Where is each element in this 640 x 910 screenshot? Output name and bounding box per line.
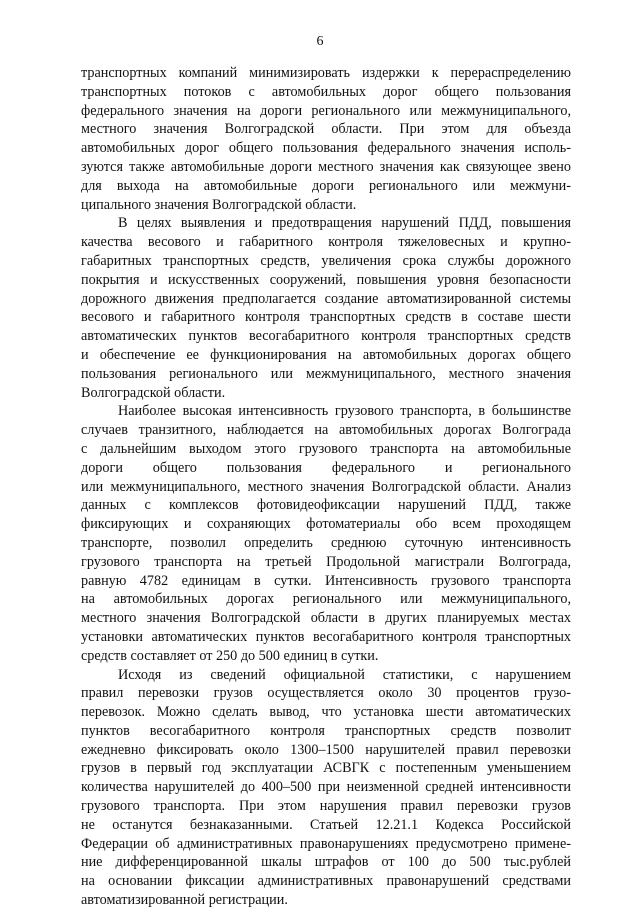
paragraph-line: средств составляет от 250 до 500 единиц в сутки. bbox=[81, 647, 379, 664]
paragraph-line: на автомобильных дорогах регионального или межмуниципального, bbox=[81, 591, 571, 608]
paragraph-line: случаев транзитного, наблюдается на автомобильных дорогах Волгограда bbox=[81, 422, 571, 439]
paragraph-line: данных с комплексов фотовидеофиксации нарушений ПДД, также bbox=[81, 497, 571, 514]
paragraph-line: транспортных компаний минимизировать издержки к перераспределению bbox=[81, 65, 571, 81]
paragraph-line: на основании фиксации административных правонарушений средствами bbox=[81, 873, 571, 890]
paragraph-line: не останутся безнаказанными. Статьей 12.21.1 Кодекса Российской bbox=[81, 816, 571, 833]
paragraph-line: ежедневно фиксировать около 1300–1500 нарушителей правил перевозки bbox=[81, 741, 571, 758]
paragraph-line: Волгоградской области. bbox=[81, 384, 226, 401]
paragraph-line: весового и габаритного контроля транспортных средств в составе шести bbox=[81, 309, 571, 326]
paragraph-line: покрытия и искусственных сооружений, повышения уровня безопасности bbox=[81, 271, 571, 288]
document-body bbox=[81, 64, 571, 910]
paragraph-line: транспортных потоков с автомобильных дорог общего пользования bbox=[81, 83, 571, 100]
paragraph-line: транспорте, позволил определить среднюю суточную интенсивность bbox=[81, 534, 571, 551]
paragraph-line: пунктов весогабаритного контроля транспортных средств позволит bbox=[81, 722, 571, 739]
paragraph-line: для выхода на автомобильные дороги регионального или межмуни- bbox=[81, 177, 571, 194]
paragraph-line: дорожного движения предполагается создание автоматизированной системы bbox=[81, 290, 571, 307]
paragraph-line: Федерации об административных правонарушениях предусмотрено примене- bbox=[81, 835, 571, 852]
paragraph-line: равную 4782 единицам в сутки. Интенсивность грузового транспорта bbox=[81, 572, 571, 589]
paragraph-line: Наиболее высокая интенсивность грузового транспорта, в большинстве bbox=[118, 403, 571, 420]
paragraph-line: грузов в первый год эксплуатации АСВГК с постепенным уменьшением bbox=[81, 760, 571, 777]
paragraph bbox=[81, 402, 571, 665]
paragraph-line: количества нарушителей до 400–500 при неизменной средней интенсивности bbox=[81, 779, 571, 796]
paragraph-line: качества весового и габаритного контроля тяжеловесных и крупно- bbox=[81, 234, 571, 251]
paragraph-line: ние дифференцированной шкалы штрафов от 100 до 500 тыс.рублей bbox=[81, 854, 571, 871]
paragraph-line: федерального значения на дороги регионального или межмуниципального, bbox=[81, 102, 571, 119]
paragraph-line: установки автоматических пунктов весогабаритного контроля транспортных bbox=[81, 628, 571, 645]
paragraph bbox=[81, 666, 571, 910]
paragraph-line: или межмуниципального, местного значения Волгоградской области. Анализ bbox=[81, 478, 571, 495]
paragraph-line: автоматизированной регистрации. bbox=[81, 892, 288, 909]
paragraph-line: пользования регионального или межмуниципального, местного значения bbox=[81, 365, 571, 382]
paragraph-line: с дальнейшим выходом этого грузового транспорта на автомобильные bbox=[81, 440, 571, 457]
paragraph-line: габаритных транспортных средств, увеличения срока службы дорожного bbox=[81, 252, 571, 269]
paragraph-line: и обеспечение ее функционирования на автомобильных дорогах общего bbox=[81, 346, 571, 363]
paragraph bbox=[81, 64, 571, 214]
paragraph-line: местного значения Волгоградской области в других планируемых местах bbox=[81, 610, 571, 627]
paragraph-line: перевозок. Можно сделать вывод, что установка шести автоматических bbox=[81, 704, 571, 721]
paragraph-line: В целях выявления и предотвращения нарушений ПДД, повышения bbox=[118, 215, 571, 232]
paragraph-line: дороги общего пользования федерального и регионального bbox=[81, 459, 571, 476]
paragraph-line: ципального значения Волгоградской области. bbox=[81, 196, 357, 213]
paragraph-line: зуются также автомобильные дороги местного значения как связующее звено bbox=[81, 158, 571, 175]
paragraph-line: правил перевозки грузов осуществляется около 30 процентов грузо- bbox=[81, 685, 571, 702]
paragraph-line: местного значения Волгоградской области. При этом для объезда bbox=[81, 121, 571, 138]
paragraph-line: автоматических пунктов весогабаритного контроля транспортных средств bbox=[81, 328, 571, 345]
paragraph-line: Исходя из сведений официальной статистики, с нарушением bbox=[118, 666, 571, 683]
paragraph-line: автомобильных дорог общего пользования федерального значения исполь- bbox=[81, 140, 571, 157]
paragraph bbox=[81, 214, 571, 402]
paragraph-line: грузового транспорта. При этом нарушения правил перевозки грузов bbox=[81, 798, 571, 815]
paragraph-line: грузового транспорта на третьей Продольной магистрали Волгограда, bbox=[81, 553, 571, 570]
page-number: 6 bbox=[316, 34, 324, 49]
paragraph-line: фиксирующих и сохраняющих фотоматериалы обо всем проходящем bbox=[81, 516, 571, 533]
